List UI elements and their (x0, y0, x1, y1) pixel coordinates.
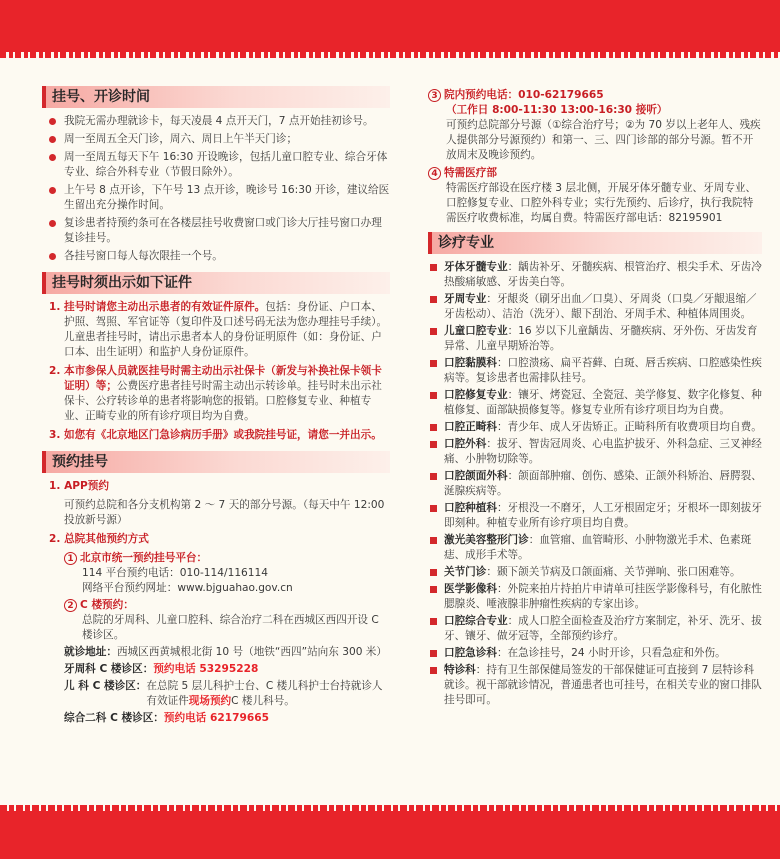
specialty-text: ：牙根没一不磨牙，人工牙根固定牙；牙根坏一即刻拔牙即刻种。种植专业所有诊疗项目均自费。 (444, 502, 762, 529)
c-row-highlight: 预约电话 62179665 (163, 712, 269, 724)
list-item (42, 216, 390, 246)
list-item (42, 150, 390, 180)
list-item (42, 183, 390, 213)
list-item-text: 各挂号窗口每人每次限挂一个号。 (64, 250, 223, 262)
list-item-text: 复诊患者持预约条可在各楼层挂号收费窗口或门诊大厅挂号窗口办理复诊挂号。 (64, 217, 382, 244)
specialty-text: ：持有卫生部保健局签发的干部保健证可直接到 7 层特诊科就诊。视干部就诊情况，普通患者也可挂号，在相关专业的窗口排队挂号即可。 (444, 664, 762, 706)
address-label: 就诊地址： (64, 646, 117, 658)
specialty-item (428, 324, 762, 354)
list-item-text: 周一至周五每天下午 16:30 开设晚诊，包括儿童口腔专业、综合牙体专业、综合外科专业（节假日除外）。 (64, 151, 388, 178)
bullet-square (430, 569, 437, 576)
specialty-item (428, 614, 762, 644)
doc-item (42, 428, 390, 443)
specialty-name: 关节门诊 (444, 566, 487, 578)
app-text: 可预约总院和各分支机构第 2 ～ 7 天的部分号源。（每天中午 12:00 投放新号源） (64, 499, 385, 526)
specialty-text: ：青少年、成人牙齿矫正。正畸科所有收费项目均自费。 (496, 421, 762, 433)
specialty-item (428, 501, 762, 531)
specialty-text: ：龋齿补牙、牙髓疾病、根管治疗、根尖手术、牙齿冷热酸痛敏感、牙齿美白等。 (444, 261, 762, 288)
specialty-name: 口腔种植科 (444, 502, 497, 514)
section-appt-header (42, 451, 390, 473)
doc-lead: 挂号时请您主动出示患者的有效证件原件。 (64, 301, 266, 313)
specialty-text: ：16 岁以下儿童龋齿、牙髓疾病、牙外伤、牙齿发育异常、儿童早期矫治等。 (444, 325, 758, 352)
bullet-square (430, 424, 437, 431)
cbuilding-text: 总院的牙周科、儿童口腔科、综合治疗二科在西城区西四开设 C 楼诊区。 (82, 614, 379, 641)
specialty-name: 激光美容整形门诊 (444, 534, 529, 546)
hospital-phone-block (428, 88, 762, 226)
bullet-dot (49, 136, 56, 143)
section-title: 预约挂号 (52, 454, 108, 470)
platform-phone: 114 平台预约电话：010-114/116114 (82, 567, 269, 579)
doc-number: 2. (49, 365, 61, 377)
other-title: 2. 总院其他预约方式 (49, 533, 149, 545)
c-row-label: 牙周科 C 楼诊区： (64, 663, 154, 675)
c-row-value (153, 662, 258, 677)
list-item-text: 上午号 8 点开诊，下午号 13 点开诊，晚诊号 16:30 开诊，建议给医生留出充分操作时间。 (64, 184, 390, 211)
docs-list (42, 300, 390, 443)
specialty-item (428, 646, 762, 661)
specialty-name: 牙体牙髓专业 (444, 261, 508, 273)
specialty-text: ：颞下颌关节病及口颌面痛、关节弹响、张口困难等。 (486, 566, 741, 578)
section-title: 挂号、开诊时间 (52, 89, 150, 105)
doc-item (42, 364, 390, 424)
vip-title: 特需医疗部 (444, 167, 497, 179)
c-row (64, 711, 390, 726)
specialty-item (428, 565, 762, 580)
c-row (64, 662, 390, 677)
c-row-label: 综合二科 C 楼诊区： (64, 712, 164, 724)
cbuilding-title: C 楼预约： (80, 599, 134, 611)
bullet-square (430, 441, 437, 448)
bullet-square (430, 360, 437, 367)
specialty-text: ：镶牙、烤瓷冠、全瓷冠、美学修复、数字化修复、种植修复、面部缺损修复等。修复专业所有诊疗项目均为自费。 (444, 389, 762, 416)
specialty-name: 儿童口腔专业 (444, 325, 508, 337)
doc-number: 1. (49, 301, 61, 313)
c-row-value (146, 679, 390, 709)
doc-lead: 如您有《北京地区门急诊病历手册》或我院挂号证，请您一并出示。 (64, 429, 382, 441)
specialty-list (428, 260, 762, 708)
specialty-item (428, 356, 762, 386)
specialty-name: 特诊科 (444, 664, 476, 676)
platform-title: 北京市统一预约挂号平台： (80, 552, 208, 564)
specialty-item (428, 420, 762, 435)
bullet-square (430, 296, 437, 303)
specialty-item (428, 437, 762, 467)
bullet-square (430, 505, 437, 512)
specialty-text: ：成人口腔全面检查及治疗方案制定，补牙、洗牙、拔牙、镶牙、做牙冠等，全部预约诊疗。 (444, 615, 762, 642)
specialty-item (428, 260, 762, 290)
hospital-phone-text: 可预约总院部分号源（①综合治疗号；②为 70 岁以上老年人、残疾人提供部分号源预约）和第一、三、四门诊部的部分号源。暂不开放周末及晚诊预约。 (446, 119, 761, 161)
section-title: 挂号时须出示如下证件 (52, 275, 192, 291)
specialty-name: 口腔黏膜科 (444, 357, 497, 369)
circle-number: 4 (428, 167, 441, 180)
hospital-phone-title: 院内预约电话：010-62179665 (444, 89, 604, 101)
left-column (42, 86, 390, 801)
bullet-square (430, 264, 437, 271)
c-row-label: 儿 科 C 楼诊区： (64, 680, 147, 692)
circle-number: 3 (428, 89, 441, 102)
list-item (42, 249, 390, 264)
bullet-square (430, 650, 437, 657)
bullet-square (430, 392, 437, 399)
app-title: 1. APP预约 (49, 480, 109, 492)
c-row-tail: C 楼儿科号。 (231, 695, 295, 707)
bullet-dot (49, 118, 56, 125)
c-row-highlight: 现场预约 (188, 695, 232, 707)
hospital-phone-hours: （工作日 8:00-11:30 13:00-16:30 接听） (446, 104, 668, 116)
bullet-dot (49, 220, 56, 227)
list-item (42, 114, 390, 129)
c-row-highlight: 预约电话 53295228 (153, 663, 259, 675)
specialty-text: ：在急诊挂号，24 小时开诊，只看急症和外伤。 (496, 647, 726, 659)
specialty-item (428, 533, 762, 563)
doc-item (42, 300, 390, 360)
platform-url[interactable]: 网络平台预约网址：www.bjguahao.gov.cn (82, 582, 293, 594)
specialty-text: ：外院来拍片持拍片申请单可挂医学影像科号，有化脓性腮腺炎、唾液腺非肿瘤性疾病的专家出诊。 (444, 583, 762, 610)
c-row (64, 679, 390, 709)
section-title: 诊疗专业 (438, 235, 494, 251)
section-spec-header (428, 232, 762, 254)
bullet-square (430, 618, 437, 625)
bullet-square (430, 328, 437, 335)
specialty-text: ：颌面部肿瘤、创伤、感染、正颌外科矫治、唇腭裂、涎腺疾病等。 (444, 470, 762, 497)
doc-text: 包括：身份证、户口本、护照、驾照、军官证等（复印件及口述号码无法为您办理挂号手续）。儿童患者挂号时，请出示患者本人的身份证明原件（如：身份证、户口本、出生证明）和监护人身份证原件。 (64, 301, 388, 358)
bullet-dot (49, 154, 56, 161)
doc-lead: 本市参保人员就医挂号时需主动出示社保卡（新发与补换社保卡领卡证明）等； (64, 365, 382, 392)
specialty-text: ：牙龈炎（刷牙出血／口臭）、牙周炎（口臭／牙龈退缩／牙齿松动）、洁治（洗牙）、龈下刮治、牙周手术、种植体周围炎。 (444, 293, 757, 320)
section-hours-header (42, 86, 390, 108)
specialty-name: 口腔修复专业 (444, 389, 508, 401)
c-row-text: 在总院 5 层儿科护士台、C 楼儿科护士台持就诊人有效证件 (146, 680, 383, 707)
list-item-text: 周一至周五全天门诊，周六、周日上午半天门诊； (64, 133, 298, 145)
list-item (42, 132, 390, 147)
doc-number: 3. (49, 429, 61, 441)
bullet-dot (49, 187, 56, 194)
specialty-item (428, 582, 762, 612)
specialty-text: ：拔牙、智齿冠周炎、心电监护拔牙、外科急症、三叉神经痛、小肿物切除等。 (444, 438, 762, 465)
specialty-name: 口腔颌面外科 (444, 470, 508, 482)
bullet-square (430, 473, 437, 480)
hours-list (42, 114, 390, 264)
specialty-item (428, 469, 762, 499)
platform-block (42, 551, 390, 726)
specialty-name: 口腔急诊科 (444, 647, 497, 659)
circle-number: 1 (64, 552, 77, 565)
section-docs-header (42, 272, 390, 294)
bottom-decor-band (0, 811, 780, 859)
specialty-name: 口腔外科 (444, 438, 487, 450)
top-decor-band (0, 0, 780, 52)
bullet-square (430, 586, 437, 593)
right-column (428, 88, 762, 801)
c-row-value (164, 711, 269, 726)
doc-text: 公费医疗患者挂号时需主动出示转诊单。挂号时未出示社保卡、公疗转诊单的患者将影响您的报销。口腔修复专业、种植专业、正畸专业的所有诊疗项目均为自费。 (64, 380, 382, 422)
specialty-text: ：血管瘤、血管畸形、小肿物激光手术、色素斑痣、成形手术等。 (444, 534, 752, 561)
c-building-rows (64, 662, 390, 726)
specialty-text: ：口腔溃疡、扁平苔藓、白斑、唇舌疾病、口腔感染性疾病等。复诊患者也需排队挂号。 (444, 357, 762, 384)
specialty-item (428, 663, 762, 708)
specialty-name: 口腔综合专业 (444, 615, 508, 627)
specialty-name: 医学影像科 (444, 583, 497, 595)
list-item-text: 我院无需办理就诊卡，每天凌晨 4 点开天门，7 点开始挂初诊号。 (64, 115, 374, 127)
bullet-dot (49, 253, 56, 260)
vip-text: 特需医疗部设在医疗楼 3 层北侧，开展牙体牙髓专业、牙周专业、口腔修复专业、口腔外科专业；实行先预约、后诊疗，执行我院特需医疗收费标准，均属自费。特需医疗部电话：82195901 (446, 182, 757, 224)
circle-number: 2 (64, 599, 77, 612)
specialty-item (428, 292, 762, 322)
address-text: 西城区西黄城根北街 10 号（地铁“西四”站向东 300 米） (116, 646, 387, 658)
specialty-name: 牙周专业 (444, 293, 487, 305)
bullet-square (430, 537, 437, 544)
specialty-name: 口腔正畸科 (444, 421, 497, 433)
specialty-item (428, 388, 762, 418)
bullet-square (430, 667, 437, 674)
